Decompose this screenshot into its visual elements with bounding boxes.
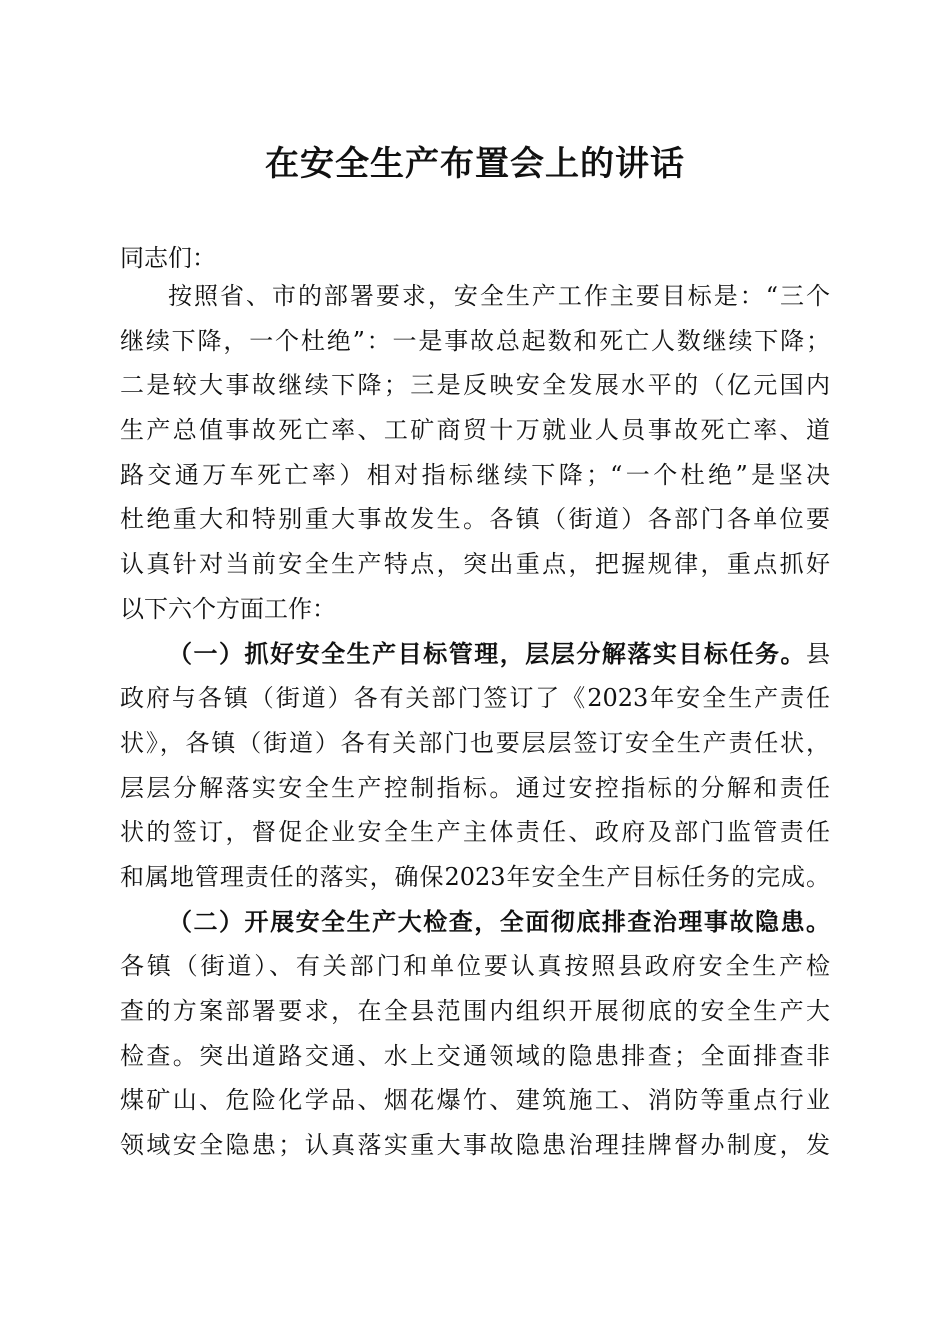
text-line: 状》，各镇（街道）各有关部门也要层层签订安全生产责任状， — [120, 728, 830, 757]
text-line: 认真针对当前安全生产特点，突出重点，把握规律，重点抓好 — [120, 550, 830, 579]
text-line: 继续下降，一个杜绝”：一是事故总起数和死亡人数继续下降； — [120, 326, 830, 355]
text-line: 杜绝重大和特别重大事故发生。各镇（街道）各部门各单位要 — [120, 505, 830, 534]
paragraph-section-2 — [120, 900, 830, 1168]
text-line: 查的方案部署要求，在全县范围内组织开展彻底的安全生产大 — [120, 997, 830, 1025]
text-line: 煤矿山、危险化学品、烟花爆竹、建筑施工、消防等重点行业 — [120, 1086, 830, 1115]
text-line: 检查。突出道路交通、水上交通领域的隐患排查；全面排查非 — [120, 1041, 830, 1070]
text-line: 生产总值事故死亡率、工矿商贸十万就业人员事故死亡率、道 — [120, 416, 830, 445]
text-line: 各镇（街道）、有关部门和单位要认真按照县政府安全生产检 — [120, 952, 830, 981]
text-line: 和属地管理责任的落实，确保2023年安全生产目标任务的完成。 — [120, 862, 830, 891]
text-line: 政府与各镇（街道）各有关部门签订了《2023年安全生产责任 — [120, 684, 830, 713]
greeting: 同志们： — [120, 244, 216, 272]
text-line: 二是较大事故继续下降；三是反映安全发展水平的（亿元国内 — [120, 371, 830, 400]
section-heading-line — [120, 900, 830, 945]
text-line: 层层分解落实安全生产控制指标。通过安控指标的分解和责任 — [120, 773, 830, 802]
text-line: 状的签订，督促企业安全生产主体责任、政府及部门监管责任 — [120, 818, 830, 847]
text-line: 以下六个方面工作： — [120, 594, 336, 623]
paragraph-intro — [120, 274, 830, 632]
paragraph-section-1 — [120, 632, 830, 900]
text-line: 领域安全隐患；认真落实重大事故隐患治理挂牌督办制度，发 — [120, 1131, 830, 1160]
section-heading: （一）抓好安全生产目标管理，层层分解落实目标任务。 — [168, 638, 806, 668]
text-span: 县 — [806, 639, 830, 668]
text-line: 路交通万车死亡率）相对指标继续下降；“一个杜绝”是坚决 — [120, 460, 830, 489]
text-line: 按照省、市的部署要求，安全生产工作主要目标是：“三个 — [168, 282, 830, 310]
section-heading: （二）开展安全生产大检查，全面彻底排查治理事故隐患。 — [168, 906, 830, 936]
section-heading-line — [120, 632, 830, 677]
document-title: 在安全生产布置会上的讲话 — [265, 144, 685, 184]
document-body — [120, 274, 830, 1168]
